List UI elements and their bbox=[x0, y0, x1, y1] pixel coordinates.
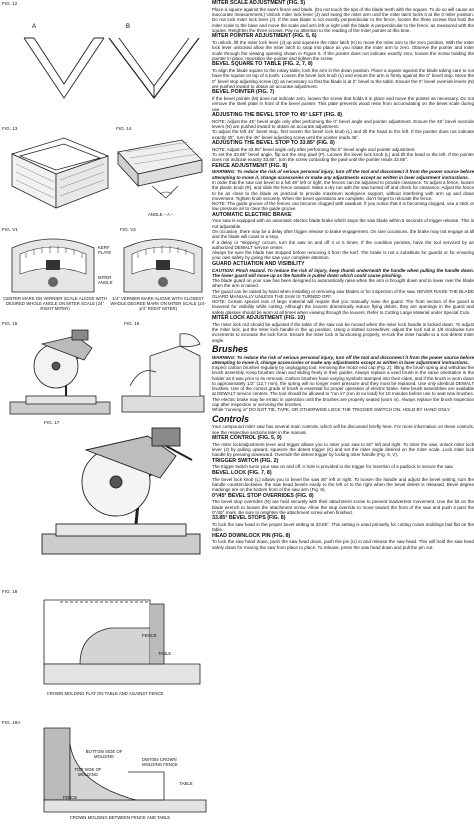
fig15-saw-illustration bbox=[6, 326, 116, 418]
fig15-label: FIG. 15 bbox=[2, 321, 18, 326]
bottom-side-label: BOTTOM SIDE OF MOLDING bbox=[85, 749, 123, 759]
body-paragraph: The miter lock rod should be adjusted if the table of the saw can be moved when the miter lock handle is locked down. To adjust the miter lock, put the miter lock handle in the up position. Using a slotted screwdriver, adjust the lock rod in 1/8 clockwise turn increments to increase the lock force. Ensure the miter lock is functioning properly, re-lock the miter handle to a non-detent miter angle. bbox=[212, 321, 474, 343]
section-heading: Controls bbox=[212, 413, 249, 424]
body-paragraph: In order that the saw can bevel to a full 48° left or right, the fences can be adjusted to provide clearance. To adjust a fence, loosen the plastic knob (R), and slide the fence outward. Make a dry run with the saw turned off and check for clearance. Adjust the fence to be as close to the blade as practical to provide maximum workpiece support, without interfering with arm up and down movement. Tighten knob securely. When the bevel operations are complete, don't forget to relocate the fence. bbox=[212, 179, 474, 201]
fig16-hand-illustration bbox=[120, 326, 206, 418]
top-side-label: TOP SIDE OF MOLDING bbox=[74, 767, 102, 777]
warning-paragraph: WARNING: To reduce the risk of serious personal injury, turn off the tool and disconnect it from the power source before attempting to move it, change accessories or make any adjustments except as written in laser adjustment instructions. bbox=[212, 169, 474, 180]
section-heading: HEAD DOWNLOCK PIN (FIG. 8) bbox=[212, 532, 291, 539]
body-paragraph: To align the blade square to the rotary table, lock the arm in the down position. Place a square against the blade taking care to not have the square on top of a tooth. Loosen the bevel lock knob (L) and ensure the arm is firmly against the 0° bevel stop. Move the 0° bevel stop adjusting screw (Q) as necessary so that the blade is at 0° bevel to the table. Ensure the 0° bevel override levers (N) are pushed inward to obtain an accurate adjustment. bbox=[212, 68, 474, 89]
section-heading: MITER POINTER ADJUSTMENT (FIG. 5, 6) bbox=[212, 33, 317, 40]
body-paragraph: NOTE: Adjust the 33.85° bevel angle only after performing the 0° bevel angle and pointer adjustment. bbox=[212, 146, 416, 152]
body-paragraph: To unlock, lift the miter lock lever (J) up and squeeze the miter latch (K) to move the miter arm to the zero position. With the miter lock lever unlocked allow the miter latch to snap into place as you rotate the miter arm to zero. Observe the pointer and miter scale through the viewing opening shown in Figure 6. If the pointer does not indicate exactly zero, loosen the screw holding the pointer in place, reposition the pointer and tighten the screw. bbox=[212, 40, 474, 61]
figure-column bbox=[0, 0, 208, 828]
fig18a-caption: CROWN MOLDING BETWEEN FENCE AND TABLE bbox=[69, 815, 171, 820]
figv1-scale-illustration bbox=[6, 234, 100, 296]
fig12-a: A bbox=[32, 24, 37, 30]
body-paragraph: NOTE: Certain special cuts of large material will require that you manually raise the guard. The front section of the guard is louvered for visibility while cutting. Although the louvers dramatically reduce flying debris, they are openings in the guard and safety glasses should be worn at all times when viewing through the louvers. Refer to Cutting Large Material under Special Cuts. bbox=[212, 299, 474, 315]
section-heading: MITER SCALE ADJUSTMENT (FIG. 5) bbox=[212, 0, 306, 7]
fig14-label: FIG. 14 bbox=[116, 126, 132, 131]
section-heading: BEVEL POINTER (FIG. 7) bbox=[212, 89, 275, 96]
section-heading: BEVEL LOCK (FIG. 7, 8) bbox=[212, 469, 272, 476]
figv1-caption: CENTER MARK ON VERNIER SCALE ALIGNS WITH DESIRED WHOLE ANGLE ON MITER SCALE (24° RIGHT MITER) bbox=[3, 296, 107, 311]
fig12-b: B bbox=[126, 24, 131, 30]
body-paragraph: Inspect carbon brushes regularly by unplugging tool, removing the motor end cap (Fig. 2), lifting the brush spring and withdraw the brush assembly. Keep brushes clean and sliding freely in their guides. Always replace a used brush in the same orientation in the holder as it was prior to its removal. Carbon brushes have varying symbols stamped into their sides, and if the brush is worn down to approximately 1/2" (12,7 mm), the spring will no longer exert pressure and they must be replaced. Use only identical DEWALT brushes. Use of the correct grade of brush is essential for proper operation of electric brake. New brush assemblies are available at DEWALT service centers. The tool should be allowed to "run in" (run at no load) for 10 minutes before use to seat new brushes. The electric brake may be erratic in operation until the brushes are properly seated (worn in). Always replace the brush inspection cap after inspection or servicing the brushes. bbox=[212, 365, 474, 407]
figv1-label: FIG. V1 bbox=[2, 227, 18, 232]
body-paragraph: Place a square against the saw's fence and blade. (Do not touch the tips of the blade teeth with the square. To do so will cause an inaccurate measurement.) Unlock miter lock lever (J) and swing the miter arm until the miter latch locks it at the 0 miter position. Do not lock miter lock lever (J). If the saw blade is not exactly perpendicular to the fence, loosen the three screws that hold the miter scale to the base and move the scale and arm left or right until the blade is perpendicular to the fence, as measured with the square. Retighten the three screws. Pay no attention to the reading of the miter pointer at this time. bbox=[212, 6, 474, 33]
fig16-label: FIG. 16 bbox=[124, 321, 140, 326]
body-paragraph: The bevel lock knob (L) allows you to bevel the saw 48° left or right. To loosen the handle and adjust the bevel setting, turn the handle counterclockwise, the saw head bevels easily to the left or to the right when the bevel detent is released. Bevel degree markings are on the bottom front of the saw arm (Fig. 8). bbox=[212, 476, 474, 493]
fig13-label: FIG. 13 bbox=[2, 126, 18, 131]
section-heading: GUARD ACTUATION AND VISIBILITY bbox=[212, 260, 305, 267]
fig17-label: FIG. 17 bbox=[44, 420, 60, 425]
body-paragraph: Your saw is equipped with an automatic electric blade brake which stops the saw blade within 5 seconds of trigger release. This is not adjustable. bbox=[212, 218, 474, 229]
body-paragraph: The guard can be raised by hand when installing or removing saw blades or for inspection of the saw. NEVER RAISE THE BLADE GUARD MANUALLY UNLESS THE SAW IS TURNED OFF. bbox=[212, 288, 474, 299]
dw7084-label: DW7084 CROWN MOLDING FENCE bbox=[142, 757, 178, 767]
instructions-column bbox=[212, 0, 474, 828]
fig18a-fence-label: FENCE bbox=[62, 795, 78, 800]
section-heading: ADJUSTING THE BEVEL STOP TO 33.85° (FIG. 8) bbox=[212, 140, 335, 147]
fig18-caption: CROWN MOLDING FLAT ON TABLE AND AGAINST FENCE bbox=[46, 691, 164, 696]
fig12-illustration bbox=[4, 8, 204, 120]
kerf-plate-label: KERF PLATE bbox=[98, 245, 112, 255]
fig12-label: FIG. 12 bbox=[2, 1, 18, 6]
fig14-board-illustration bbox=[112, 134, 206, 218]
fig18-fence-label: FENCE bbox=[142, 633, 157, 638]
body-paragraph: The blade guard on your saw has been designed to automatically raise when the arm is brought down and to lower over the blade when the arm is raised. bbox=[212, 278, 474, 289]
body-paragraph: On occasion, there may be a delay after trigger release to brake engagement. On rare occasions, the brake may not engage at all and the blade will coast to a stop. bbox=[212, 229, 474, 240]
section-heading: 0°/45° BEVEL STOP OVERRIDES (FIG. 8) bbox=[212, 492, 314, 499]
section-heading: MITER CONTROL (FIG. 5, 9) bbox=[212, 434, 282, 441]
body-paragraph: While "running in" DO NOT TIE, TAPE, OR OTHERWISE LOCK THE TRIGGER SWITCH ON. HOLD BY HAND ONLY. bbox=[212, 407, 451, 413]
fig17-saw-illustration bbox=[36, 426, 206, 562]
body-paragraph: To set the 33.85° bevel angle, flip out the stop pawl (P). Loosen the bevel lock knob (L) and tilt the head to the left. If the pointer does not indicate exactly 33.85°, turn the screw contacting the pawl until the pointer reads 33.85°. bbox=[212, 152, 474, 163]
body-paragraph: Your compound miter saw has several main controls, which will be discussed briefly here. For more information on these controls, see the respective sections later in the manual. bbox=[212, 424, 474, 435]
section-heading: AUTOMATIC ELECTRIC BRAKE bbox=[212, 211, 292, 218]
body-paragraph: The miter lock/adjustment lever and trigger allows you to miter your saw to 50° left and right. To miter the saw, unlock miter lock lever (J) by pulling upward, squeeze the detent trigger (K) and set the miter angle desired on the miter scale. Lock miter lock handle by pressing downward. Override the detent trigger by locking miter handle (Fig. 9, V). bbox=[212, 441, 474, 458]
fig18-label: FIG. 18 bbox=[2, 589, 18, 594]
section-heading: ADJUSTING THE BEVEL STOP TO 45° LEFT (FIG. 8) bbox=[212, 112, 343, 119]
section-heading: FENCE ADJUSTMENT (FIG. 8) bbox=[212, 162, 288, 169]
fig18a-label: FIG. 18A bbox=[2, 720, 21, 725]
section-heading: MITER LOCK ADJUSTMENT (FIG. 10) bbox=[212, 315, 306, 322]
figv2-caption: 1/4° VERNIER MARK ALIGNS WITH CLOSEST WHOLE DEGREE MARK ON MITER SCALE (24-1/4° RIGHT MITER) bbox=[110, 296, 206, 311]
section-heading: 33.85° BEVEL STOPS (FIG. 8) bbox=[212, 515, 286, 522]
body-paragraph: The trigger switch turns your saw on and off. A hole is provided in the trigger for insertion of a padlock to secure the saw. bbox=[212, 464, 454, 470]
body-paragraph: NOTE: The guide groove of the fences can become clogged with sawdust. If you notice that it is becoming clogged, use a stick or low pressure air to clear the guide groove. bbox=[212, 201, 474, 212]
warning-paragraph: CAUTION: Pinch Hazard. To reduce the risk of injury, keep thumb underneath the handle when pulling the handle down. The lower guard will move up as the handle is pulled down which could cause pinching. bbox=[212, 267, 474, 278]
body-paragraph: If a delay or "skipping" occurs, turn the saw on and off 4 or 5 times. If the condition persists, have the tool serviced by an authorized DEWALT service center. bbox=[212, 239, 474, 250]
fig18-molding-illustration bbox=[40, 594, 210, 690]
body-paragraph: NOTE: Adjust the 45° bevel angle only after performing the 0° bevel angle and pointer adjustment. Ensure the 45° bevel override levers (N) are pushed inward to obtain an accurate adjustment. bbox=[212, 118, 474, 130]
fig14-angle-label: ANGLE – A – bbox=[148, 212, 174, 217]
section-heading: BEVEL SQUARE TO TABLE (FIG. 2, 7, 8) bbox=[212, 61, 313, 68]
body-paragraph: To adjust the left 45° bevel stop, first loosen the bevel lock knob (L) and tilt the head to the left. If the pointer does not indicate exactly 45°, turn the 45° bevel adjusting screw until the pointer reads 45°. bbox=[212, 129, 474, 140]
body-paragraph: Always be sure the blade has stopped before removing it from the kerf. The brake is not a substitute for guards or for ensuring your own safety by giving the saw your complete attention. bbox=[212, 250, 474, 261]
figv2-scale-illustration bbox=[120, 234, 206, 296]
section-heading: Brushes bbox=[212, 343, 249, 354]
body-paragraph: To lock the saw head in the proper bevel setting at 33.85°. This setting is used primarily for cutting crown moldings laid flat on the table. bbox=[212, 521, 474, 533]
body-paragraph: If the bevel pointer (M) does not indicate zero, loosen the screw that holds it in place and move the pointer as necessary. Do not remove the steel plate in front of the bevel pointer. This plate prevents wood resin from accumulating on the bevel scale during use. bbox=[212, 96, 474, 112]
warning-paragraph: WARNING: To reduce the risk of serious personal injury, turn off the tool and disconnect it from the power source before attempting to move it, change accessories or make any adjustments except as written in laser adjustment instructions. bbox=[212, 354, 474, 365]
section-heading: TRIGGER SWITCH (FIG. 2) bbox=[212, 457, 279, 464]
fig13-box-illustration bbox=[4, 134, 112, 212]
figv2-label: FIG. V2 bbox=[120, 227, 136, 232]
fig18a-table-label: TABLE bbox=[179, 781, 193, 786]
body-paragraph: To lock the saw head down, push the saw head down, push the pin (U) in and release the saw head. This will hold the saw head safely down for moving the saw from place to place. To release, press the saw head down and pull the pin out. bbox=[212, 539, 474, 550]
miter-angle-label: MITER ANGLE bbox=[98, 275, 113, 285]
fig18-table-label: TABLE bbox=[158, 651, 172, 656]
body-paragraph: The bevel stop overrides (N) are held securely with their attachment screw to prevent inadvertent movement. Use the bit on the blade wrench to loosen the attachment screw. Allow the stop override to move toward the front of the saw and push it past the 0°/45° mark. Be sure to retighten the attachment screw when finished. bbox=[212, 499, 474, 515]
